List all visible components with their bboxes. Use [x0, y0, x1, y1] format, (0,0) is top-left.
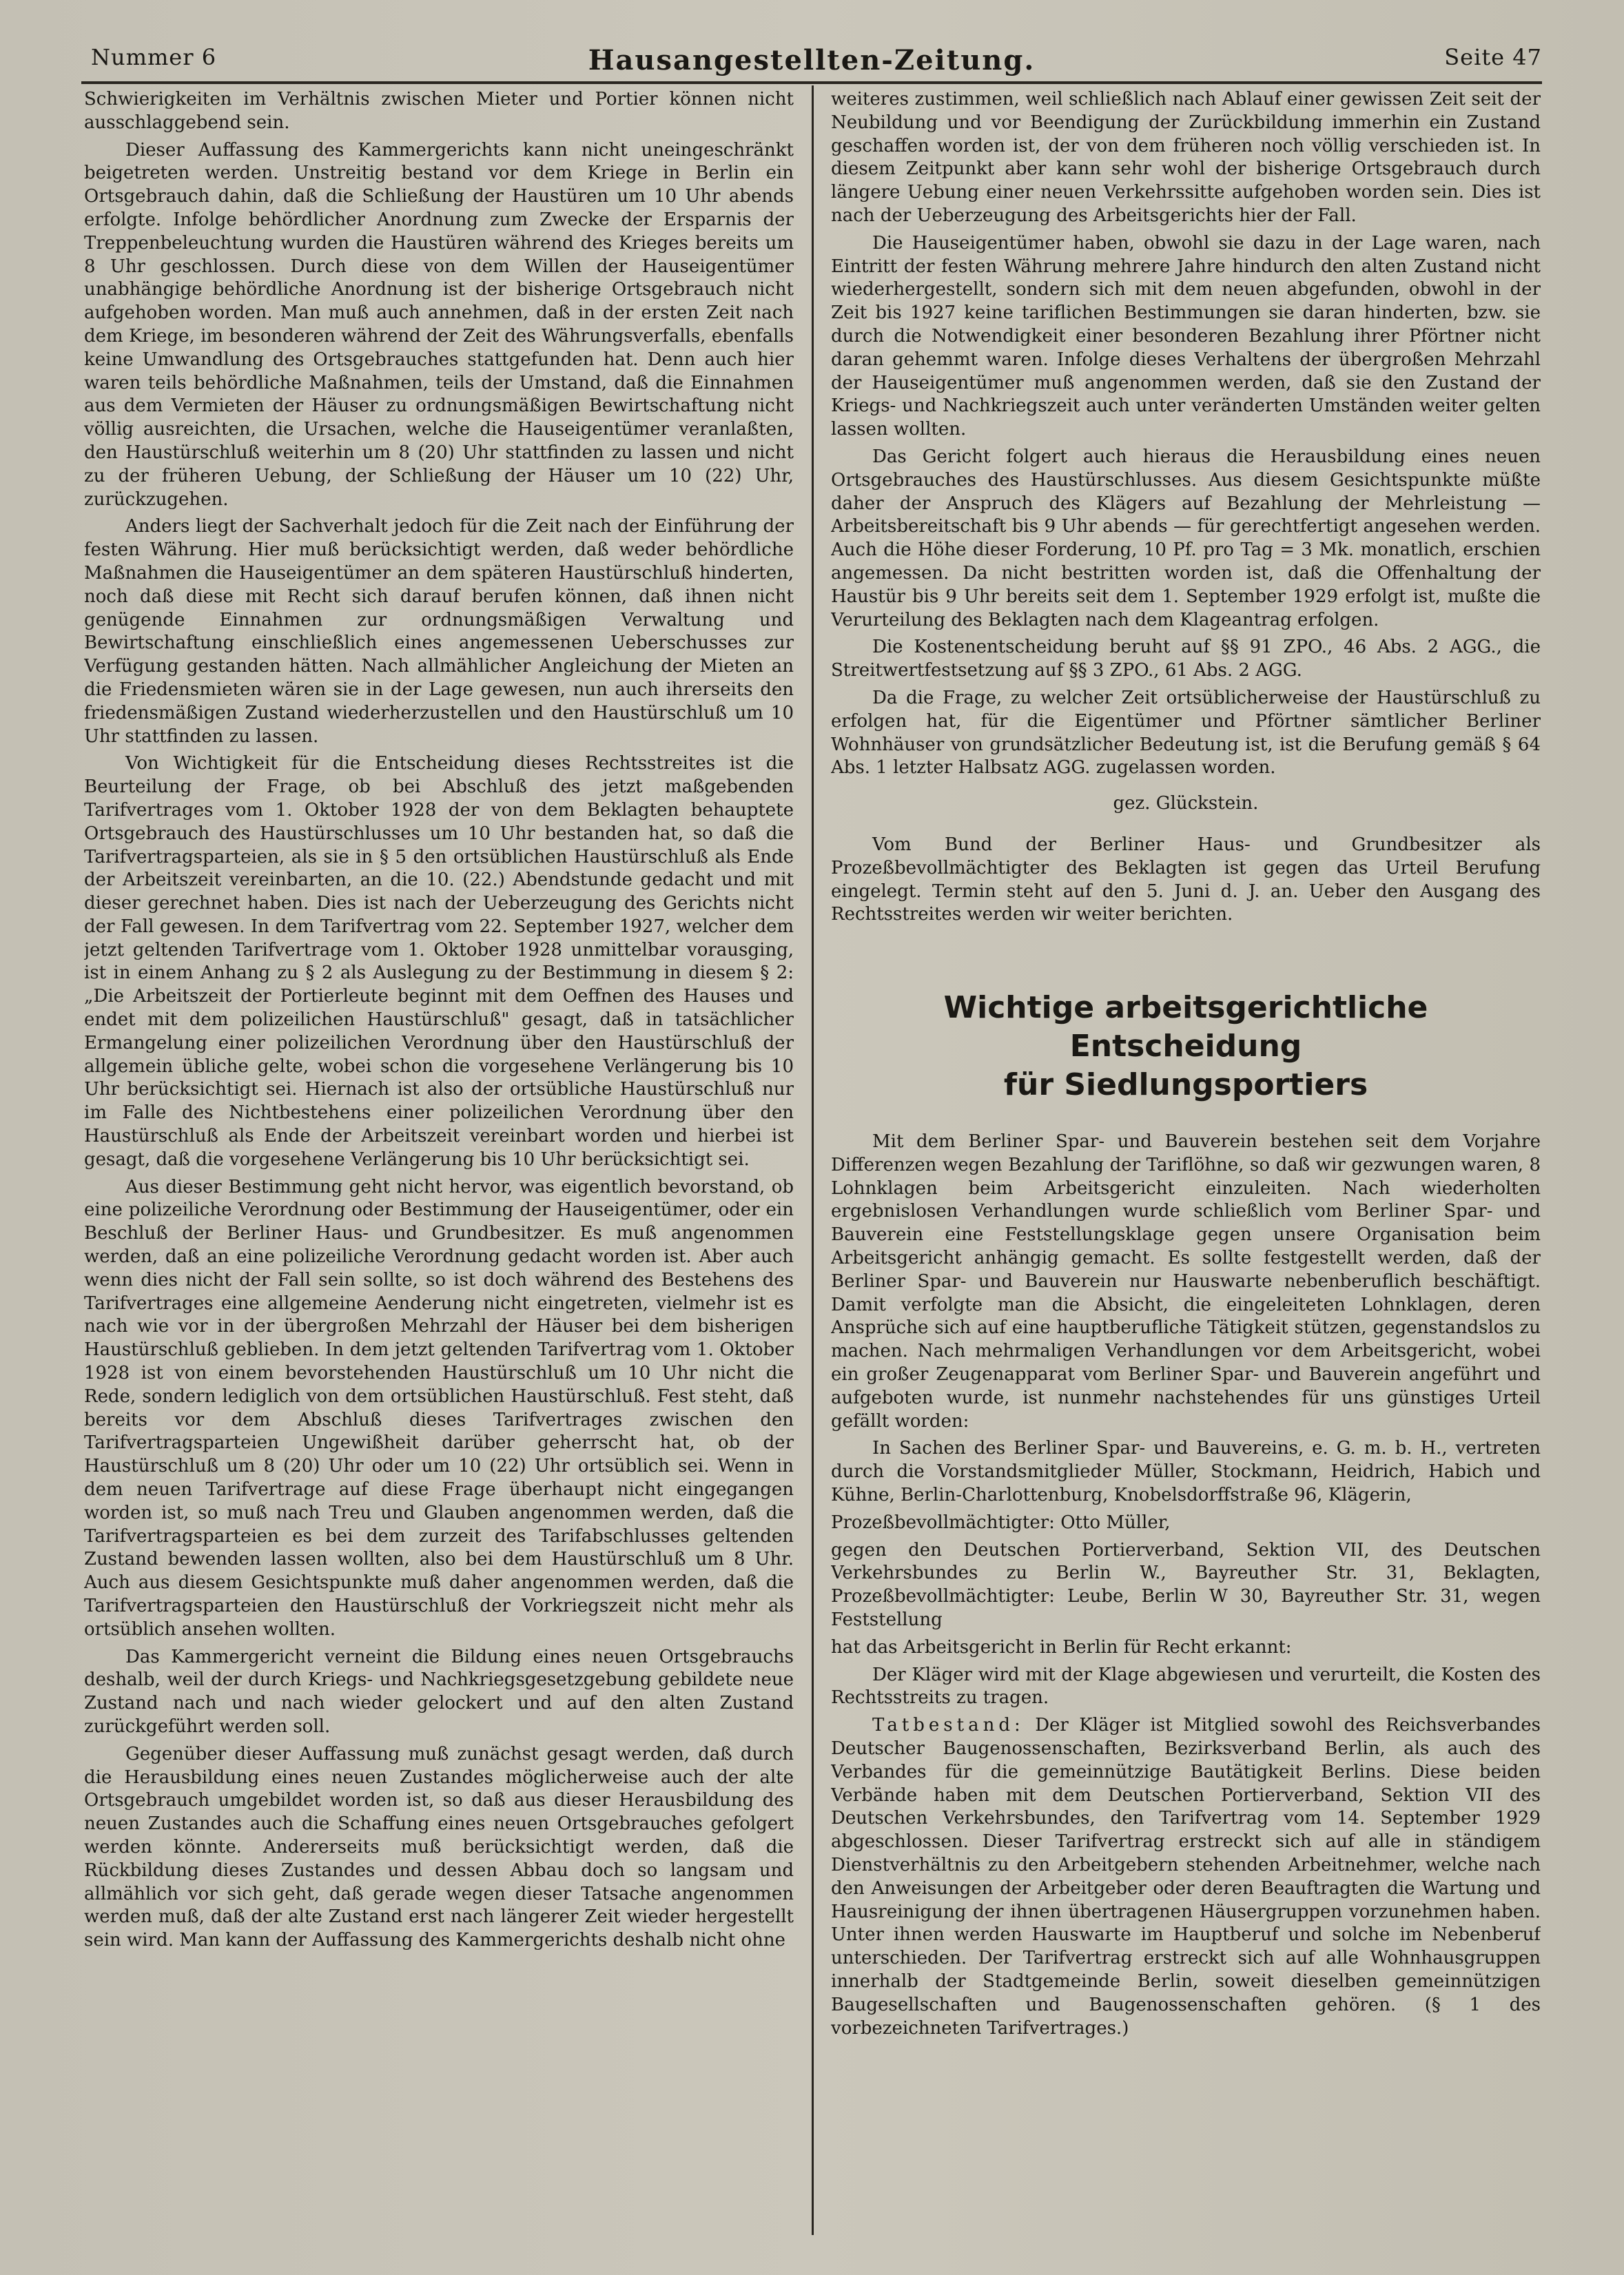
facts-text: Der Kläger ist Mitglied sowohl des Reichsverbandes Deutscher Baugenossenschaften, Bezirksverband Berlin, als auch des Verbandes für die gemeinnützige Bautätigkeit Berlins. Diese beiden Verbände haben mit dem Deutschen Portierverband, Sektion VII des Deutschen Verkehrsbundes, den Tarifvertrag vom 14. September 1929 abgeschlossen. Dieser Tarifvertrag erstreckt sich auf alle in ständigem Dienstverhältnis zu den Arbeitgebern stehenden Arbeitnehmer, welche nach den Anweisungen der Arbeitgeber oder deren Beauftragten die Wartung und Hausreinigung der ihnen übertragenen Häusergruppen vorzunehmen haben. Unter ihnen werden Hauswarte im Hauptberuf und solche im Nebenberuf unterschieden. Der Tarifvertrag erstreckt sich auf alle Wohnhausgruppen innerhalb der Stadtgemeinde Berlin, soweit dieselben gemeinnützigen Baugesellschaften und Baugenossenschaften gehören. (§ 1 des vorbezeichneten Tarifvertrages.) — [831, 1715, 1541, 2039]
case-parties: In Sachen des Berliner Spar- und Bauvereins, e. G. m. b. H., vertreten durch die Vorstandsmitglieder Müller, Stockmann, Heidrich, Habich und Kühne, Berlin-Charlottenburg, Knobelsdorffstraße 96, Klägerin, — [831, 1438, 1541, 1506]
article-heading-line: Wichtige arbeitsgerichtliche Entscheidung — [943, 990, 1428, 1064]
issue-number: Nummer 6 — [91, 44, 217, 70]
header-rule — [81, 81, 1542, 84]
paragraph: Von Wichtigkeit für die Entscheidung dieses Rechtsstreites ist die Beurteilung der Frage, ob bei Abschluß des jetzt maßgebenden Tarifvertrages vom 1. Oktober 1928 der von dem Beklagten behauptete Ortsgebrauch des Haustürschlusses um 10 Uhr bestanden hat, so daß die Tarifvertragsparteien, als sie in § 5 den ortsüblichen Haustürschluß als Ende der Arbeitszeit vereinbarten, an die 10. (22.) Abendstunde gedacht und mit dieser gerechnet haben. Dies ist nach der Ueberzeugung des Gerichts nicht der Fall gewesen. In dem Tarifvertrag vom 22. September 1927, welcher dem jetzt geltenden Tarifvertrage vom 1. Oktober 1928 unmittelbar vorausging, ist in einem Anhang zu § 2 als Auslegung zu der Bestimmung in diesem § 2: „Die Arbeitszeit der Portierleute beginnt mit dem Oeffnen des Hauses und endet mit dem polizeilichen Haustürschluß" gesagt, daß in tatsächlicher Ermangelung einer polizeilichen Verordnung über den Haustürschluß der allgemein übliche gelte, wobei schon die vorgesehene Verlängerung bis 10 Uhr berücksichtigt sei. Hiernach ist also der ortsübliche Haustürschluß nur im Falle des Nichtbestehens einer polizeilichen Verordnung über den Haustürschluß als Ende der Arbeitszeit vereinbart worden und hierbei ist gesagt, daß die vorgesehene Verlängerung bis 10 Uhr berücksichtigt sei. — [84, 753, 794, 1170]
editorial-note: Vom Bund der Berliner Haus- und Grundbesitzer als Prozeßbevollmächtigter des Beklagten ist gegen das Urteil Berufung eingelegt. Termin steht auf den 5. Juni d. J. an. Ueber den Ausgang des Rechtsstreites werden wir weiter berichten. — [831, 834, 1541, 925]
paragraph: Anders liegt der Sachverhalt jedoch für die Zeit nach der Einführung der festen Währung. Hier muß berücksichtigt werden, daß weder behördliche Maßnahmen die Hauseigentümer an dem späteren Haustürschluß hinderten, noch daß diese mit Recht sich darauf berufen können, daß ihnen nicht genügende Einnahmen zur ordnungsmäßigen Verwaltung und Bewirtschaftung einschließlich eines angemessenen Ueberschusses zur Verfügung gestanden hätten. Nach allmählicher Angleichung der Mieten an die Friedensmieten wären sie in der Lage gewesen, nun auch ihrerseits den friedensmäßigen Zustand wiederherzustellen und den Haustürschluß um 10 Uhr stattfinden zu lassen. — [84, 516, 794, 747]
case-counsel: Prozeßbevollmächtigter: Otto Müller, — [831, 1512, 1171, 1533]
article-heading-line: für Siedlungsportiers — [1003, 1067, 1368, 1103]
paragraph: Das Gericht folgert auch hieraus die Herausbildung eines neuen Ortsgebrauches des Haustürschlusses. Aus diesem Gesichtspunkte müßte daher der Anspruch des Klägers auf Bezahlung der Mehrleistung — Arbeitsbereitschaft bis 9 Uhr abends — für gerechtfertigt angesehen werden. Auch die Höhe dieser Forderung, 10 Pf. pro Tag = 3 Mk. monatlich, erschien angemessen. Da nicht bestritten worden ist, daß die Offenhaltung der Haustür bis 9 Uhr bereits seit dem 1. September 1929 erfolgt ist, mußte die Verurteilung des Beklagten nach dem Klageantrag erfolgen. — [831, 446, 1541, 630]
case-ruling-intro: hat das Arbeitsgericht in Berlin für Recht erkannt: — [831, 1636, 1292, 1658]
facts-paragraph — [831, 1714, 1541, 2040]
case-defendant: gegen den Deutschen Portierverband, Sektion VII, des Deutschen Verkehrsbundes zu Berlin W., Bayreuther Str. 31, Beklagten, Prozeßbevollmächtigter: Leube, Berlin W 30, Bayreuther Str. 31, wegen Feststellung — [831, 1539, 1541, 1631]
paragraph: Aus dieser Bestimmung geht nicht hervor, was eigentlich bevorstand, ob eine polizeiliche Verordnung oder Bestimmung der Hauseigentümer, oder ein Beschluß der Berliner Haus- und Grundbesitzer. Es muß angenommen werden, daß an eine polizeiliche Verordnung gedacht worden ist. Aber auch wenn dies nicht der Fall sein sollte, so ist doch während des Bestehens des Tarifvertrages eine allgemeine Aenderung nicht eingetreten, vielmehr ist es nach wie vor in der übergroßen Mehrzahl der Häuser bei dem bisherigen Haustürschluß geblieben. In dem jetzt geltenden Tarifvertrag vom 1. Oktober 1928 ist von einem bevorstehenden Haustürschluß um 10 Uhr nicht die Rede, sondern lediglich von dem ortsüblichen Haustürschluß. Fest steht, daß bereits vor dem Abschluß dieses Tarifvertrages zwischen den Tarifvertragsparteien Ungewißheit darüber geherrscht hat, ob der Haustürschluß um 8 (20) Uhr oder um 10 (22) Uhr ortsüblich sei. Wenn in dem neuen Tarifvertrage auf diese Frage überhaupt nicht eingegangen worden ist, so muß nach Treu und Glauben angenommen werden, daß die Tarifvertragsparteien es bei dem zurzeit des Tarifabschlusses geltenden Zustand bewenden lassen wollten, also bei dem Haustürschluß um 8 Uhr. Auch aus diesem Gesichtspunkte muß daher angenommen werden, daß die Tarifvertragsparteien den Haustürschluß der Vorkriegszeit nicht mehr als ortsüblich ansehen wollten. — [84, 1176, 794, 1640]
column-divider — [812, 85, 814, 2235]
judge-signature: gez. Glückstein. — [1113, 793, 1259, 814]
newspaper-title: Hausangestellten-Zeitung. — [588, 44, 1036, 76]
page-header — [81, 40, 1542, 81]
paragraph: Das Kammergericht verneint die Bildung eines neuen Ortsgebrauchs deshalb, weil der durch Kriegs- und Nachkriegsgesetzgebung gebildete neue Zustand nach und nach wieder gelockert und auf den alten Zustand zurückgeführt werden soll. — [84, 1646, 794, 1737]
right-column — [831, 88, 1541, 2245]
paragraph: Schwierigkeiten im Verhältnis zwischen Mieter und Portier können nicht ausschlaggebend sein. — [84, 89, 794, 133]
verdict: Der Kläger wird mit der Klage abgewiesen und verurteilt, die Kosten des Rechtsstreits zu tragen. — [831, 1664, 1541, 1709]
article-intro: Mit dem Berliner Spar- und Bauverein bestehen seit dem Vorjahre Differenzen wegen Bezahlung der Tariflöhne, so daß wir gezwungen waren, 8 Lohnklagen beim Arbeitsgericht einzuleiten. Nach wiederholten ergebnislosen Verhandlungen wurde schließlich vom Berliner Spar- und Bauverein eine Feststellungsklage gegen unsere Organisation beim Arbeitsgericht anhängig gemacht. Es sollte festgestellt werden, daß der Berliner Spar- und Bauverein nur Hauswarte nebenberuflich beschäftigt. Damit verfolgte man die Absicht, die eingeleiteten Lohnklagen, deren Ansprüche sich auf eine hauptberufliche Tätigkeit stützen, gegenstandslos zu machen. Nach mehrmaligen Verhandlungen vor dem Arbeitsgericht, wobei ein großer Zeugenapparat vom Berliner Spar- und Bauverein angeführt und aufgeboten wurde, ist nunmehr nachstehendes für uns günstiges Urteil gefällt worden: — [831, 1131, 1541, 1432]
paragraph: Da die Frage, zu welcher Zeit ortsüblicherweise der Haustürschluß zu erfolgen hat, für die Eigentümer und Pförtner sämtlicher Berliner Wohnhäuser von grundsätzlicher Bedeutung ist, ist die Berufung gemäß § 64 Abs. 1 letzter Halbsatz AGG. zugelassen worden. — [831, 687, 1541, 779]
article-heading — [831, 989, 1541, 1104]
paragraph: Dieser Auffassung des Kammergerichts kann nicht uneingeschränkt beigetreten werden. Unstreitig bestand vor dem Kriege in Berlin ein Ortsgebrauch dahin, daß die Schließung der Haustüren um 10 Uhr abends erfolgte. Infolge behördlicher Anordnung zum Zwecke der Ersparnis der Treppenbeleuchtung wurden die Haustüren während des Krieges bereits um 8 Uhr geschlossen. Durch diese von dem Willen der Hauseigentümer unabhängige behördliche Anordnung ist der bisherige Ortsgebrauch nicht aufgehoben worden. Man muß auch annehmen, daß in der ersten Zeit nach dem Kriege, im besonderen während der Zeit des Währungsverfalls, ebenfalls keine Umwandlung des Ortsgebrauches stattgefunden hat. Denn auch hier waren teils behördliche Maßnahmen, teils der Umstand, daß die Einnahmen aus dem Vermieten der Häuser zu ordnungsmäßigen Bewirtschaftung nicht völlig ausreichten, die Ursachen, welche die Hauseigentümer veranlaßten, den Haustürschluß weiterhin um 8 (20) Uhr stattfinden zu lassen und nicht zu der früheren Uebung, der Schließung der Häuser um 10 (22) Uhr, zurückzugehen. — [84, 139, 794, 510]
page-number: Seite 47 — [1444, 44, 1542, 70]
left-column — [84, 88, 794, 2245]
paragraph: Die Hauseigentümer haben, obwohl sie dazu in der Lage waren, nach Eintritt der festen Währung mehrere Jahre hindurch den alten Zustand nicht wiederhergestellt, sondern sich mit dem neuen abgefunden, obwohl in der Zeit bis 1927 keine tariflichen Bestimmungen sie daran hinderten, bzw. sie durch die Notwendigkeit einer besonderen Bezahlung ihrer Pförtner nicht daran gehemmt waren. Infolge dieses Verhaltens der übergroßen Mehrzahl der Hauseigentümer muß angenommen werden, daß sie den Zustand der Kriegs- und Nachkriegszeit auch unter veränderten Umständen weiter gelten lassen wollten. — [831, 232, 1541, 440]
paragraph: Gegenüber dieser Auffassung muß zunächst gesagt werden, daß durch die Herausbildung eines neuen Zustandes möglicherweise auch der alte Ortsgebrauch umgebildet worden ist, so daß aus dieser Herausbildung des neuen Zustandes auch die Schaffung eines neuen Ortsgebrauches gefolgert werden könnte. Andererseits muß berücksichtigt werden, daß die Rückbildung dieses Zustandes und dessen Abbau doch so langsam und allmählich vor sich geht, daß gerade wegen dieser Tatsache angenommen werden muß, daß der alte Zustand erst nach längerer Zeit wieder hergestellt sein wird. Man kann der Auffassung des Kammergerichts deshalb nicht ohne — [84, 1743, 794, 1951]
paragraph: weiteres zustimmen, weil schließlich nach Ablauf einer gewissen Zeit seit der Neubildung und vor Beendigung der Zurückbildung immerhin ein Zustand geschaffen worden ist, der von dem früheren noch völlig verschieden ist. In diesem Zeitpunkt aber kann sehr wohl der bisherige Ortsgebrauch durch längere Uebung einer neuen Verkehrssitte aufgehoben worden sein. Dies ist nach der Ueberzeugung des Arbeitsgerichts hier der Fall. — [831, 89, 1541, 226]
paragraph: Die Kostenentscheidung beruht auf §§ 91 ZPO., 46 Abs. 2 AGG., die Streitwertfestsetzung auf §§ 3 ZPO., 61 Abs. 2 AGG. — [831, 637, 1541, 681]
facts-label: Tatbestand: — [872, 1715, 1025, 1736]
